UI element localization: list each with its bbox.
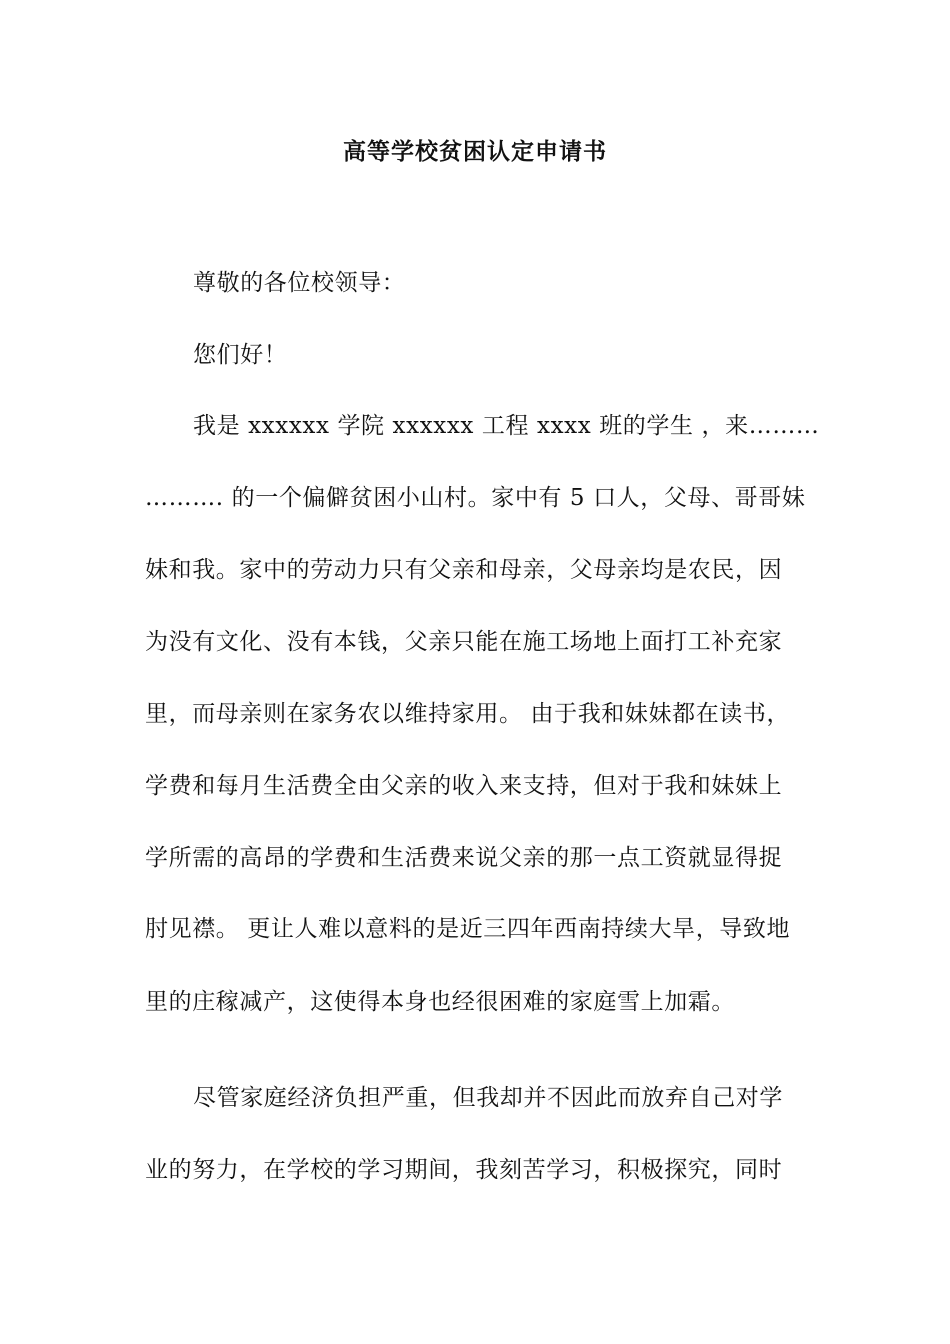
document-title: 高等学校贫困认定申请书 [343, 138, 607, 165]
salutation: 尊敬的各位校领导： [193, 270, 406, 296]
paragraph-line: 学费和每月生活费全由父亲的收入来支持，但对于我和妹妹上 [145, 773, 783, 799]
paragraph-line: 肘见襟。 更让人难以意料的是近三四年西南持续大旱，导致地 [145, 916, 791, 942]
paragraph-line: 为没有文化、没有本钱，父亲只能在施工场地上面打工补充家 [145, 629, 783, 655]
paragraph-line: 里的庄稼减产，这使得本身也经很困难的家庭雪上加霜。 [145, 989, 735, 1015]
paragraph-line: 学所需的高昂的学费和生活费来说父亲的那一点工资就显得捉 [145, 845, 783, 871]
greeting: 您们好！ [193, 342, 288, 368]
paragraph-line: 业的努力，在学校的学习期间，我刻苦学习，积极探究，同时 [145, 1157, 783, 1183]
paragraph-line: 妹和我。家中的劳动力只有父亲和母亲，父母亲均是农民，因 [145, 557, 783, 583]
paragraph-line: ………. 的一个偏僻贫困小山村。家中有 5 口人，父母、哥哥妹 [145, 485, 806, 511]
paragraph-line: 我是 xxxxxx 学院 xxxxxx 工程 xxxx 班的学生 ，来……… [193, 413, 820, 439]
paragraph-line: 尽管家庭经济负担严重，但我却并不因此而放弃自己对学 [193, 1085, 783, 1111]
paragraph-line: 里，而母亲则在家务农以维持家用。 由于我和妹妹都在读书， [145, 701, 791, 727]
